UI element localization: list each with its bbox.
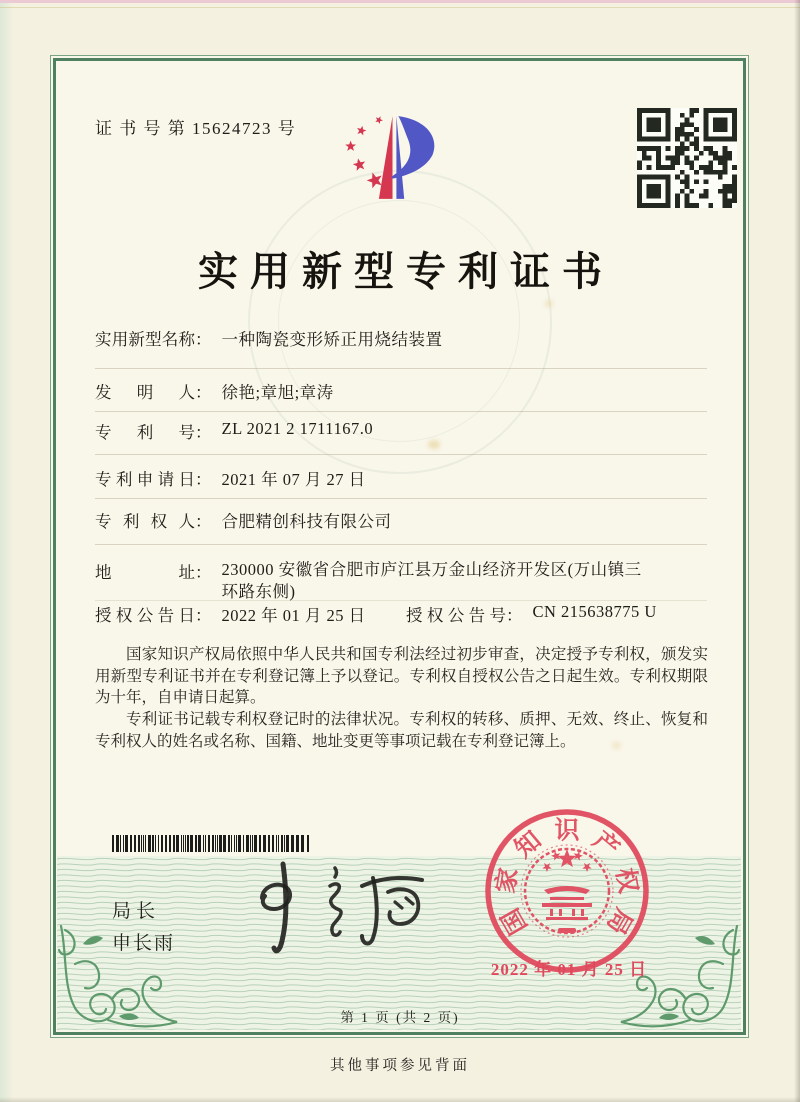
certificate-title: 实用新型专利证书 <box>198 249 614 294</box>
field-row-name: 实用新型名称： 一种陶瓷变形矫正用烧结装置 <box>95 326 443 350</box>
scan-edge-right <box>794 0 800 1102</box>
scan-edge-bottom <box>0 1097 800 1102</box>
scan-edge-top <box>0 0 800 3</box>
page-number: 第 1 页 (共 2 页) <box>340 1010 460 1025</box>
seal-date: 2022 年 01 月 25 日 <box>490 960 648 979</box>
paper-stain <box>428 440 440 449</box>
field-separator <box>95 368 707 369</box>
field-value: 合肥精创科技有限公司 <box>221 512 392 531</box>
field-row-inventors: 发明人： 徐艳;章旭;章涛 <box>95 379 334 403</box>
field-label: 地址 <box>95 563 195 582</box>
field-row-patentee: 专利权人： 合肥精创科技有限公司 <box>95 508 392 532</box>
field-value: 徐艳;章旭;章涛 <box>221 383 334 402</box>
field-value: 2021 年 07 月 27 日 <box>221 470 366 489</box>
field-value: 一种陶瓷变形矫正用烧结装置 <box>221 330 443 349</box>
field-value: CN 215638775 U <box>532 602 657 621</box>
scan-edge-left <box>0 0 14 1102</box>
svg-text:家: 家 <box>492 865 524 896</box>
field-label: 专利权人 <box>95 512 195 531</box>
cnipa-logo-icon <box>337 109 449 207</box>
field-label: 专利申请日 <box>95 470 195 489</box>
field-label: 授权公告日 <box>95 606 195 625</box>
grant-number-pair: 授权公告号： CN 215638775 U <box>406 602 657 625</box>
svg-text:局: 局 <box>601 903 637 939</box>
field-separator <box>95 498 707 499</box>
svg-text:产: 产 <box>587 826 624 864</box>
svg-text:国: 国 <box>497 903 533 939</box>
field-row-filing-date: 专利申请日： 2021 年 07 月 27 日 <box>95 466 366 490</box>
field-separator <box>95 454 707 455</box>
field-label: 发明人 <box>95 383 195 402</box>
field-label: 专利号 <box>95 423 195 442</box>
director-signature <box>232 856 432 961</box>
field-label: 实用新型名称 <box>95 330 195 349</box>
official-seal <box>480 804 654 978</box>
field-label: 授权公告号 <box>406 606 506 625</box>
barcode <box>112 835 310 852</box>
field-value: ZL 2021 2 1711167.0 <box>221 419 374 438</box>
paper-stain <box>545 300 553 307</box>
director-title: 局长 <box>112 901 161 922</box>
field-separator <box>95 411 707 412</box>
field-value: 230000 安徽省合肥市庐江县万金山经济开发区(万山镇三 环路东侧) <box>221 560 642 601</box>
qr-code-icon <box>637 108 737 208</box>
field-row-grant: 授权公告日： 2022 年 01 月 25 日 授权公告号： CN 215638775 U <box>95 602 657 625</box>
svg-text:识: 识 <box>554 817 580 845</box>
legal-paragraph: 国家知识产权局依照中华人民共和国专利法经过初步审查，决定授予专利权，颁发实用新型专利证书并在专利登记簿上予以登记。专利权自授权公告之日起生效。专利权期限为十年，自申请日起算。 <box>95 646 708 706</box>
svg-text:知: 知 <box>510 826 547 864</box>
field-value: 2022 年 01 月 25 日 <box>221 606 366 625</box>
footer-note: 其他事项参见背面 <box>330 1058 470 1074</box>
svg-text:权: 权 <box>610 865 642 896</box>
director-name: 申长雨 <box>112 933 176 954</box>
field-row-patent-number: 专利号： ZL 2021 2 1711167.0 <box>95 419 374 442</box>
legal-paragraph: 专利证书记载专利权登记时的法律状况。专利权的转移、质押、无效、终止、恢复和专利权人的姓名或名称、国籍、地址变更等事项记载在专利登记簿上。 <box>95 711 708 750</box>
field-row-address: 地址： 230000 安徽省合肥市庐江县万金山经济开发区(万山镇三 环路东侧) <box>95 559 727 603</box>
field-separator <box>95 544 707 545</box>
certificate-number: 证 书 号 第 15624723 号 <box>95 119 297 138</box>
scan-edge-top-line <box>0 7 800 8</box>
watermark-circle-inner <box>278 200 520 442</box>
